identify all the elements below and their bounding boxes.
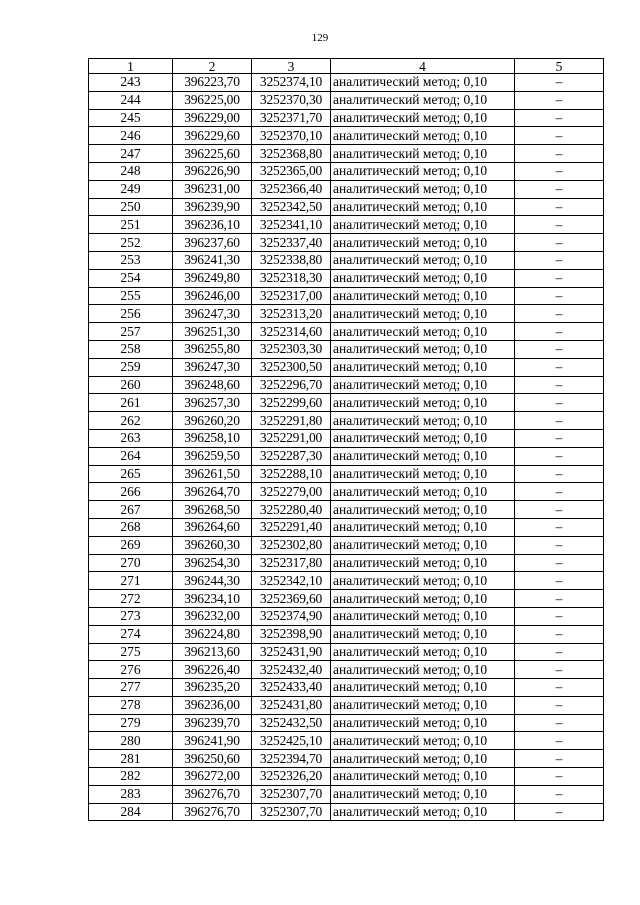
note-cell: – [515,269,604,287]
x-coordinate-cell: 396226,90 [173,162,252,180]
method-accuracy-cell: аналитический метод; 0,10 [331,465,515,483]
note-cell: – [515,643,604,661]
point-number-cell: 263 [89,429,173,447]
x-coordinate-cell: 396237,60 [173,234,252,252]
y-coordinate-cell: 3252369,60 [252,590,331,608]
method-accuracy-cell: аналитический метод; 0,10 [331,554,515,572]
y-coordinate-cell: 3252307,70 [252,803,331,821]
table-row [89,180,604,198]
point-number-cell: 280 [89,732,173,750]
method-accuracy-cell: аналитический метод; 0,10 [331,483,515,501]
y-coordinate-cell: 3252374,90 [252,607,331,625]
table-row [89,340,604,358]
note-cell: – [515,447,604,465]
y-coordinate-cell: 3252291,80 [252,412,331,430]
method-accuracy-cell: аналитический метод; 0,10 [331,661,515,679]
table-row [89,198,604,216]
point-number-cell: 271 [89,572,173,590]
method-accuracy-cell: аналитический метод; 0,10 [331,518,515,536]
table-row [89,251,604,269]
note-cell: – [515,109,604,127]
point-number-cell: 277 [89,679,173,697]
y-coordinate-cell: 3252432,40 [252,661,331,679]
x-coordinate-cell: 396248,60 [173,376,252,394]
x-coordinate-cell: 396236,00 [173,696,252,714]
note-cell: – [515,625,604,643]
x-coordinate-cell: 396268,50 [173,501,252,519]
note-cell: – [515,305,604,323]
table-row [89,323,604,341]
method-accuracy-cell: аналитический метод; 0,10 [331,590,515,608]
y-coordinate-cell: 3252291,00 [252,429,331,447]
note-cell: – [515,358,604,376]
method-accuracy-cell: аналитический метод; 0,10 [331,358,515,376]
y-coordinate-cell: 3252425,10 [252,732,331,750]
y-coordinate-cell: 3252314,60 [252,323,331,341]
method-accuracy-cell: аналитический метод; 0,10 [331,768,515,786]
table-row [89,465,604,483]
point-number-cell: 268 [89,518,173,536]
table-row [89,127,604,145]
x-coordinate-cell: 396246,00 [173,287,252,305]
coordinates-table [88,58,604,821]
table-row [89,625,604,643]
method-accuracy-cell: аналитический метод; 0,10 [331,607,515,625]
point-number-cell: 248 [89,162,173,180]
y-coordinate-cell: 3252342,50 [252,198,331,216]
y-coordinate-cell: 3252313,20 [252,305,331,323]
table-row [89,305,604,323]
column-header-4: 4 [331,59,515,74]
point-number-cell: 283 [89,785,173,803]
method-accuracy-cell: аналитический метод; 0,10 [331,643,515,661]
method-accuracy-cell: аналитический метод; 0,10 [331,145,515,163]
x-coordinate-cell: 396225,60 [173,145,252,163]
y-coordinate-cell: 3252317,80 [252,554,331,572]
x-coordinate-cell: 396225,00 [173,91,252,109]
y-coordinate-cell: 3252307,70 [252,785,331,803]
note-cell: – [515,376,604,394]
method-accuracy-cell: аналитический метод; 0,10 [331,376,515,394]
table-header [89,59,604,74]
method-accuracy-cell: аналитический метод; 0,10 [331,323,515,341]
x-coordinate-cell: 396260,20 [173,412,252,430]
y-coordinate-cell: 3252394,70 [252,750,331,768]
y-coordinate-cell: 3252296,70 [252,376,331,394]
table-row [89,287,604,305]
note-cell: – [515,785,604,803]
y-coordinate-cell: 3252370,30 [252,91,331,109]
column-header-1: 1 [89,59,173,74]
note-cell: – [515,145,604,163]
x-coordinate-cell: 396276,70 [173,785,252,803]
method-accuracy-cell: аналитический метод; 0,10 [331,785,515,803]
point-number-cell: 258 [89,340,173,358]
y-coordinate-cell: 3252303,30 [252,340,331,358]
y-coordinate-cell: 3252374,10 [252,74,331,92]
method-accuracy-cell: аналитический метод; 0,10 [331,216,515,234]
y-coordinate-cell: 3252431,90 [252,643,331,661]
page-number: 129 [311,32,329,44]
point-number-cell: 260 [89,376,173,394]
x-coordinate-cell: 396239,70 [173,714,252,732]
x-coordinate-cell: 396264,60 [173,518,252,536]
note-cell: – [515,340,604,358]
point-number-cell: 264 [89,447,173,465]
table-row [89,91,604,109]
point-number-cell: 247 [89,145,173,163]
point-number-cell: 270 [89,554,173,572]
note-cell: – [515,251,604,269]
note-cell: – [515,732,604,750]
y-coordinate-cell: 3252288,10 [252,465,331,483]
x-coordinate-cell: 396213,60 [173,643,252,661]
table-row [89,216,604,234]
note-cell: – [515,412,604,430]
method-accuracy-cell: аналитический метод; 0,10 [331,696,515,714]
note-cell: – [515,323,604,341]
x-coordinate-cell: 396231,00 [173,180,252,198]
table-row [89,607,604,625]
point-number-cell: 245 [89,109,173,127]
point-number-cell: 255 [89,287,173,305]
table-row [89,269,604,287]
table-row [89,536,604,554]
x-coordinate-cell: 396258,10 [173,429,252,447]
x-coordinate-cell: 396276,70 [173,803,252,821]
x-coordinate-cell: 396241,90 [173,732,252,750]
x-coordinate-cell: 396226,40 [173,661,252,679]
point-number-cell: 279 [89,714,173,732]
method-accuracy-cell: аналитический метод; 0,10 [331,625,515,643]
note-cell: – [515,162,604,180]
x-coordinate-cell: 396229,60 [173,127,252,145]
method-accuracy-cell: аналитический метод; 0,10 [331,162,515,180]
x-coordinate-cell: 396264,70 [173,483,252,501]
note-cell: – [515,590,604,608]
method-accuracy-cell: аналитический метод; 0,10 [331,803,515,821]
point-number-cell: 276 [89,661,173,679]
x-coordinate-cell: 396272,00 [173,768,252,786]
y-coordinate-cell: 3252326,20 [252,768,331,786]
point-number-cell: 257 [89,323,173,341]
point-number-cell: 272 [89,590,173,608]
point-number-cell: 253 [89,251,173,269]
method-accuracy-cell: аналитический метод; 0,10 [331,287,515,305]
point-number-cell: 251 [89,216,173,234]
table-row [89,483,604,501]
point-number-cell: 254 [89,269,173,287]
method-accuracy-cell: аналитический метод; 0,10 [331,340,515,358]
table-row [89,572,604,590]
table-body [89,74,604,821]
method-accuracy-cell: аналитический метод; 0,10 [331,679,515,697]
table-row [89,501,604,519]
y-coordinate-cell: 3252433,40 [252,679,331,697]
y-coordinate-cell: 3252337,40 [252,234,331,252]
note-cell: – [515,714,604,732]
note-cell: – [515,803,604,821]
point-number-cell: 273 [89,607,173,625]
note-cell: – [515,180,604,198]
column-header-2: 2 [173,59,252,74]
method-accuracy-cell: аналитический метод; 0,10 [331,269,515,287]
note-cell: – [515,216,604,234]
point-number-cell: 278 [89,696,173,714]
x-coordinate-cell: 396235,20 [173,679,252,697]
table-row [89,714,604,732]
note-cell: – [515,750,604,768]
table-row [89,162,604,180]
x-coordinate-cell: 396251,30 [173,323,252,341]
method-accuracy-cell: аналитический метод; 0,10 [331,536,515,554]
y-coordinate-cell: 3252398,90 [252,625,331,643]
table-row [89,679,604,697]
point-number-cell: 284 [89,803,173,821]
x-coordinate-cell: 396254,30 [173,554,252,572]
table-row [89,429,604,447]
point-number-cell: 281 [89,750,173,768]
table-row [89,643,604,661]
method-accuracy-cell: аналитический метод; 0,10 [331,180,515,198]
y-coordinate-cell: 3252431,80 [252,696,331,714]
note-cell: – [515,607,604,625]
note-cell: – [515,768,604,786]
table-row [89,394,604,412]
method-accuracy-cell: аналитический метод; 0,10 [331,305,515,323]
table-row [89,590,604,608]
x-coordinate-cell: 396239,90 [173,198,252,216]
point-number-cell: 266 [89,483,173,501]
table-row [89,234,604,252]
note-cell: – [515,518,604,536]
method-accuracy-cell: аналитический метод; 0,10 [331,572,515,590]
note-cell: – [515,127,604,145]
y-coordinate-cell: 3252341,10 [252,216,331,234]
y-coordinate-cell: 3252318,30 [252,269,331,287]
note-cell: – [515,554,604,572]
point-number-cell: 250 [89,198,173,216]
x-coordinate-cell: 396250,60 [173,750,252,768]
point-number-cell: 246 [89,127,173,145]
method-accuracy-cell: аналитический метод; 0,10 [331,394,515,412]
method-accuracy-cell: аналитический метод; 0,10 [331,732,515,750]
point-number-cell: 269 [89,536,173,554]
method-accuracy-cell: аналитический метод; 0,10 [331,429,515,447]
x-coordinate-cell: 396247,30 [173,358,252,376]
point-number-cell: 265 [89,465,173,483]
y-coordinate-cell: 3252371,70 [252,109,331,127]
method-accuracy-cell: аналитический метод; 0,10 [331,251,515,269]
point-number-cell: 261 [89,394,173,412]
note-cell: – [515,536,604,554]
y-coordinate-cell: 3252287,30 [252,447,331,465]
note-cell: – [515,74,604,92]
table-row [89,750,604,768]
header-row [89,59,604,74]
method-accuracy-cell: аналитический метод; 0,10 [331,91,515,109]
table-row [89,554,604,572]
point-number-cell: 252 [89,234,173,252]
table-row [89,696,604,714]
table-row [89,785,604,803]
method-accuracy-cell: аналитический метод; 0,10 [331,74,515,92]
x-coordinate-cell: 396223,70 [173,74,252,92]
table-row [89,376,604,394]
table-row [89,518,604,536]
y-coordinate-cell: 3252342,10 [252,572,331,590]
note-cell: – [515,198,604,216]
x-coordinate-cell: 396261,50 [173,465,252,483]
method-accuracy-cell: аналитический метод; 0,10 [331,750,515,768]
x-coordinate-cell: 396244,30 [173,572,252,590]
point-number-cell: 267 [89,501,173,519]
y-coordinate-cell: 3252368,80 [252,145,331,163]
table-row [89,74,604,92]
note-cell: – [515,661,604,679]
table-row [89,803,604,821]
point-number-cell: 249 [89,180,173,198]
y-coordinate-cell: 3252317,00 [252,287,331,305]
point-number-cell: 243 [89,74,173,92]
point-number-cell: 262 [89,412,173,430]
table-row [89,358,604,376]
point-number-cell: 274 [89,625,173,643]
table-row [89,768,604,786]
x-coordinate-cell: 396241,30 [173,251,252,269]
point-number-cell: 244 [89,91,173,109]
x-coordinate-cell: 396260,30 [173,536,252,554]
method-accuracy-cell: аналитический метод; 0,10 [331,198,515,216]
note-cell: – [515,572,604,590]
y-coordinate-cell: 3252291,40 [252,518,331,536]
note-cell: – [515,429,604,447]
method-accuracy-cell: аналитический метод; 0,10 [331,447,515,465]
method-accuracy-cell: аналитический метод; 0,10 [331,234,515,252]
x-coordinate-cell: 396236,10 [173,216,252,234]
table-row [89,145,604,163]
y-coordinate-cell: 3252279,00 [252,483,331,501]
table-row [89,412,604,430]
method-accuracy-cell: аналитический метод; 0,10 [331,412,515,430]
note-cell: – [515,394,604,412]
method-accuracy-cell: аналитический метод; 0,10 [331,127,515,145]
note-cell: – [515,679,604,697]
method-accuracy-cell: аналитический метод; 0,10 [331,714,515,732]
x-coordinate-cell: 396229,00 [173,109,252,127]
x-coordinate-cell: 396255,80 [173,340,252,358]
method-accuracy-cell: аналитический метод; 0,10 [331,109,515,127]
point-number-cell: 275 [89,643,173,661]
y-coordinate-cell: 3252432,50 [252,714,331,732]
table-row [89,661,604,679]
table-row [89,447,604,465]
x-coordinate-cell: 396247,30 [173,305,252,323]
y-coordinate-cell: 3252280,40 [252,501,331,519]
table-row [89,732,604,750]
point-number-cell: 256 [89,305,173,323]
point-number-cell: 259 [89,358,173,376]
x-coordinate-cell: 396259,50 [173,447,252,465]
x-coordinate-cell: 396232,00 [173,607,252,625]
note-cell: – [515,287,604,305]
x-coordinate-cell: 396257,30 [173,394,252,412]
y-coordinate-cell: 3252366,40 [252,180,331,198]
y-coordinate-cell: 3252365,00 [252,162,331,180]
note-cell: – [515,483,604,501]
y-coordinate-cell: 3252338,80 [252,251,331,269]
y-coordinate-cell: 3252302,80 [252,536,331,554]
y-coordinate-cell: 3252299,60 [252,394,331,412]
note-cell: – [515,234,604,252]
point-number-cell: 282 [89,768,173,786]
table-row [89,109,604,127]
x-coordinate-cell: 396249,80 [173,269,252,287]
method-accuracy-cell: аналитический метод; 0,10 [331,501,515,519]
note-cell: – [515,465,604,483]
note-cell: – [515,501,604,519]
note-cell: – [515,91,604,109]
y-coordinate-cell: 3252370,10 [252,127,331,145]
column-header-3: 3 [252,59,331,74]
column-header-5: 5 [515,59,604,74]
y-coordinate-cell: 3252300,50 [252,358,331,376]
x-coordinate-cell: 396234,10 [173,590,252,608]
x-coordinate-cell: 396224,80 [173,625,252,643]
note-cell: – [515,696,604,714]
